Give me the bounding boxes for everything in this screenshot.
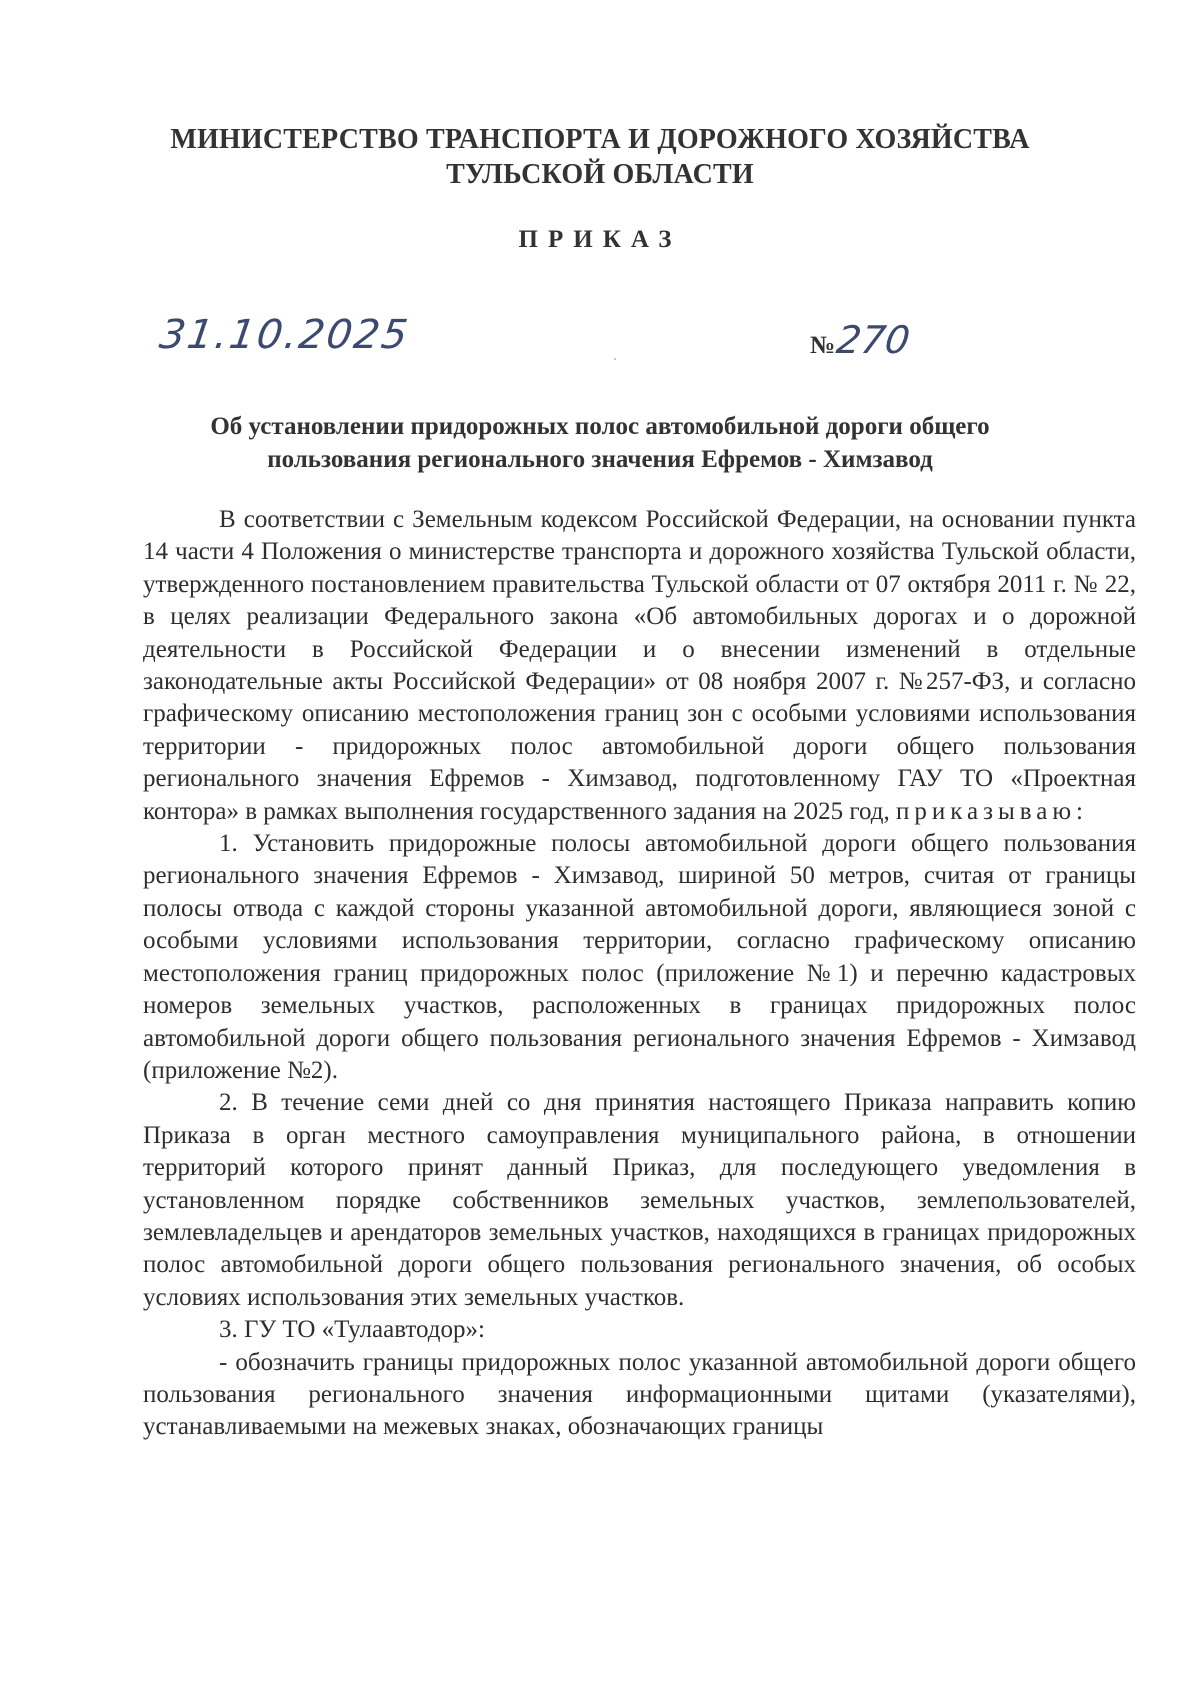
- handwritten-date: 31.10.2025: [156, 312, 413, 358]
- order-item-1: 1. Установить придорожные полосы автомобильной дороги общего пользования регионального значения Ефремов - Химзавод, шириной 50 метров, считая от границы полосы отвода с каждой стороны указанной автомобильной дороги, являющиеся зоной с особыми условиями использования территории, согласно графическому описанию местоположения границ придорожных полос (приложение №1) и перечню кадастровых номеров земельных участков, расположенных в границах придорожных полос автомобильной дороги общего пользования регионального значения Ефремов - Химзавод (приложение №2).: [143, 830, 1136, 1084]
- ministry-title-line2: ТУЛЬСКОЙ ОБЛАСТИ: [446, 159, 754, 190]
- order-item-3: 3. ГУ ТО «Тулаавтодор»:: [219, 1316, 485, 1344]
- order-verb: приказываю:: [895, 797, 1088, 825]
- order-number: [810, 318, 913, 362]
- number-sign: №: [810, 332, 836, 359]
- scan-speck: [614, 358, 616, 360]
- subject-line2: пользования регионального значения Ефремов - Химзавод: [267, 446, 933, 473]
- ministry-header: [0, 122, 1200, 192]
- order-item-3-sub1: - обозначить границы придорожных полос указанной автомобильной дороги общего пользования регионального значения информационными щитами (указателями), устанавливаемыми на межевых знаках, обозначающих границы: [143, 1348, 1136, 1441]
- ministry-title-line1: МИНИСТЕРСТВО ТРАНСПОРТА И ДОРОЖНОГО ХОЗЯЙСТВА: [170, 124, 1030, 155]
- preamble-paragraph: [143, 504, 1136, 828]
- order-item-2: 2. В течение семи дней со дня принятия настоящего Приказа направить копию Приказа в орган местного самоуправления муниципального района, в отношении территорий которого принят данный Приказ, для последующего уведомления в установленном порядке собственников земельных участков, землепользователей, землевладельцев и арендаторов земельных участков, находящихся в границах придорожных полос автомобильной дороги общего пользования регионального значения, об особых условиях использования этих земельных участков.: [143, 1089, 1136, 1311]
- order-title: ПРИКАЗ: [518, 226, 682, 253]
- subject-line1: Об установлении придорожных полос автомобильной дороги общего: [210, 413, 990, 440]
- preamble-text: В соответствии с Земельным кодексом Российской Федерации, на основании пункта 14 части 4 Положения о министерстве транспорта и дорожного хозяйства Тульской области, утвержденного постановлением правительства Тульской области от 07 октября 2011 г. № 22, в целях реализации Федерального закона «Об автомобильных дорогах и о дорожной деятельности в Российской Федерации и о внесении изменений в отдельные законодательные акты Российской Федерации» от 08 ноября 2007 г. №257-ФЗ, и согласно графическому описанию местоположения границ зон с особыми условиями использования территории - придорожных полос автомобильной дороги общего пользования регионального значения Ефремов - Химзавод, подготовленному ГАУ ТО «Проектная контора» в рамках выполнения государственного задания на 2025 год,: [143, 506, 1136, 825]
- handwritten-number: 270: [834, 318, 913, 362]
- order-subject: [140, 410, 1060, 476]
- order-body: [143, 504, 1136, 1444]
